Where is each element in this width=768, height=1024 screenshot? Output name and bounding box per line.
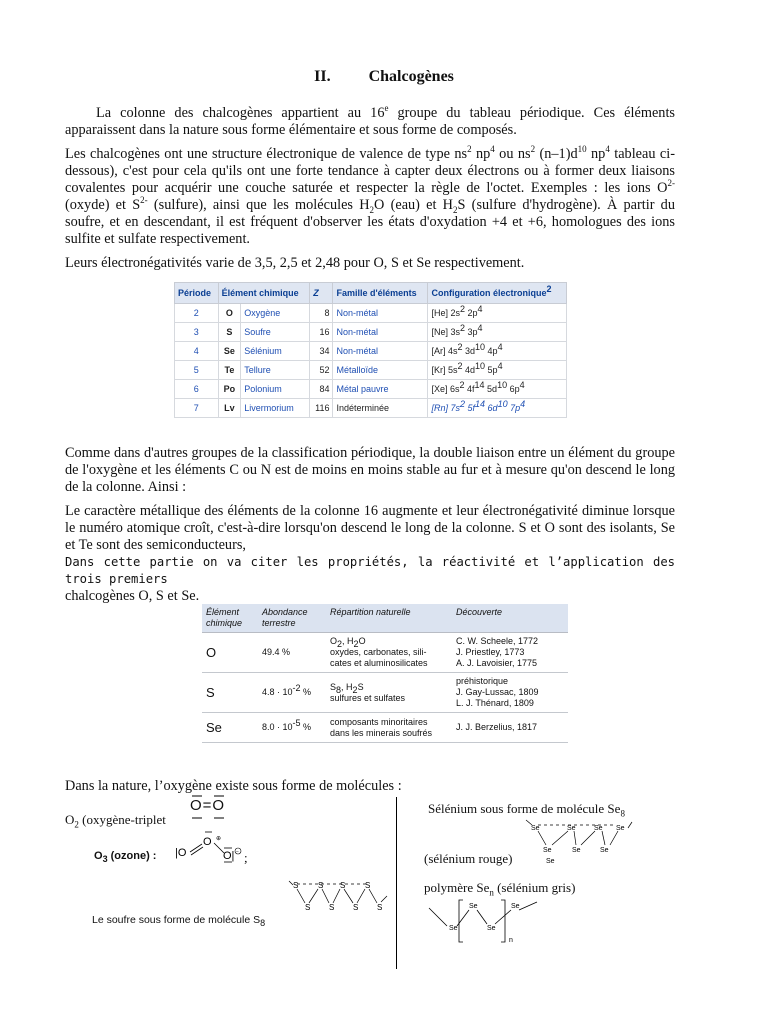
z-cell: 16 — [310, 323, 333, 342]
config-cell: [Ar] $4s^2$ $3d^{10}$ $4p^4$ — [428, 342, 567, 361]
s-atom: S — [293, 881, 299, 890]
periode-cell[interactable]: 5 — [175, 361, 219, 380]
famille-link[interactable]: Non-métal — [333, 342, 428, 361]
config-cell: [Rn] $7s^2$ $5f^{14}$ $6d^{10}$ $7p^4$ — [428, 399, 567, 418]
scope-line: Dans cette partie on va citer les propriétés, la réactivité et l’application des trois premiers — [65, 555, 675, 586]
se-atom: Se — [449, 925, 458, 932]
o2-formula: O=O — [190, 797, 226, 814]
famille-link[interactable]: Non-métal — [333, 304, 428, 323]
famille-link[interactable]: Métalloïde — [333, 361, 428, 380]
z-cell: 52 — [310, 361, 333, 380]
config-cell: [Ne] $3s^2$ $3p^4$ — [428, 323, 567, 342]
col-famille: Famille d'éléments — [333, 283, 428, 304]
col-element: Élément chimique — [218, 283, 310, 304]
col-configuration: Configuration électronique$^2$ — [428, 283, 567, 304]
table-row — [175, 323, 567, 342]
periodic-group-table — [174, 282, 567, 418]
s-atom: S — [353, 903, 359, 912]
o3-semicolon: ; — [244, 850, 248, 865]
symbol-cell: Te — [218, 361, 241, 380]
element-link[interactable]: Livermorium — [241, 399, 310, 418]
table-row — [175, 342, 567, 361]
s8-label: Le soufre sous forme de molécule $S_8$ — [92, 914, 266, 929]
symbol-cell: Po — [218, 380, 241, 399]
symbol-cell: Lv — [218, 399, 241, 418]
s8-structure — [285, 876, 395, 926]
periode-cell[interactable]: 6 — [175, 380, 219, 399]
repartition-cell: composants minoritaires dans les minerais soufrés — [326, 713, 452, 743]
se-polymer-structure — [425, 898, 545, 948]
se-atom: Se — [567, 825, 576, 832]
table-row — [175, 304, 567, 323]
s-atom: S — [340, 881, 346, 890]
element-cell: Se — [202, 713, 258, 743]
element-link[interactable]: Sélénium — [241, 342, 310, 361]
se-atom: Se — [616, 825, 625, 832]
paragraph-valence: Les chalcogènes ont une structure électronique de valence de type $ns^2$ $np^4$ ou $ns^2$ $(n-1)d^{10}$ $np^4$ tableau ci-dessous), c'est pour cela qu'ils ont une forte tendance à capter deux électrons ou à former deux liaisons covalentes pour acquérir une couche saturée et respecter la règle de l'octet. Exemples : les ions $O^{2-}$ (oxyde) et $S^{2-}$ (sulfure), ainsi que les molécules $H_2O$ (eau) et $H_2S$ (sulfure d'hydrogène). À partir du soufre, et en descendant, il est fréquent d'observer les états d'oxydation +4 et +6, homologues des ions sulfite et sulfate respectivement. — [65, 144, 675, 247]
table-row — [202, 633, 568, 673]
se-atom: Se — [594, 825, 603, 832]
svg-text:⊕: ⊕ — [216, 836, 222, 842]
repartition-cell: $O_2$, $H_2O$ oxydes, carbonates, sili- cates et aluminosilicates — [326, 633, 452, 673]
col-z: Z — [310, 283, 333, 304]
s-atom: S — [365, 881, 371, 890]
se-atom: Se — [531, 825, 540, 832]
periode-cell[interactable]: 7 — [175, 399, 219, 418]
paragraph-double-bond: Comme dans d'autres groupes de la classification périodique, la double liaison entre un élément du groupe de l'oxygène et les éléments C ou N est de moins en moins stable au fur et à mesure qu'on descend le long de la colonne. Ainsi : — [65, 445, 675, 495]
paragraph-scope — [65, 554, 675, 605]
section-title — [0, 68, 768, 86]
element-link[interactable]: Tellure — [241, 361, 310, 380]
o3-label: $O_3$ (ozone) : — [94, 850, 157, 865]
element-link[interactable]: Soufre — [241, 323, 310, 342]
ozone-atom-3: O| — [223, 850, 235, 862]
paragraph-electronegativity: Leurs électronégativités varie de 3,5, 2,5 et 2,48 pour O, S et Se respectivement. — [65, 255, 525, 271]
symbol-cell: S — [218, 323, 241, 342]
column-divider — [396, 797, 397, 969]
z-cell: 34 — [310, 342, 333, 361]
table-header-row — [175, 283, 567, 304]
decouverte-cell: J. J. Berzelius, 1817 — [452, 713, 568, 743]
famille-link[interactable]: Métal pauvre — [333, 380, 428, 399]
col-abondance: Abondance terrestre — [258, 604, 326, 633]
se-atom: Se — [487, 925, 496, 932]
table-row — [202, 673, 568, 713]
scope-line-2: chalcogènes O, S et Se. — [65, 588, 200, 604]
paragraph-intro: La colonne des chalcogènes appartient au 16e groupe du tableau périodique. Ces éléments apparaissent dans la nature sous forme élémentaire et sous forme de composés. — [65, 103, 675, 138]
symbol-cell: Se — [218, 342, 241, 361]
paragraph-nature: Dans la nature, l’oxygène existe sous forme de molécules : — [65, 778, 402, 794]
section-title-text: Chalcogènes — [368, 68, 454, 85]
decouverte-cell: C. W. Scheele, 1772 J. Priestley, 1773 A. J. Lavoisier, 1775 — [452, 633, 568, 673]
se-red-label: (sélénium rouge) — [424, 851, 513, 866]
svg-text:−: − — [236, 849, 239, 855]
symbol-cell: O — [218, 304, 241, 323]
se8-structure — [518, 816, 638, 868]
col-decouverte: Découverte — [452, 604, 568, 633]
section-number: II. — [314, 68, 331, 85]
z-cell: 116 — [310, 399, 333, 418]
se-atom: Se — [543, 847, 552, 854]
col-element: Élément chimique — [202, 604, 258, 633]
config-cell: [Xe] $6s^2$ $4f^{14}$ $5d^{10}$ $6p^4$ — [428, 380, 567, 399]
se-atom: Se — [600, 847, 609, 854]
s-atom: S — [305, 903, 311, 912]
table-row — [175, 380, 567, 399]
repartition-cell: $S_8$, $H_2S$ sulfures et sulfates — [326, 673, 452, 713]
z-cell: 8 — [310, 304, 333, 323]
ozone-atom-2: O — [203, 836, 212, 848]
z-cell: 84 — [310, 380, 333, 399]
col-repartition: Répartition naturelle — [326, 604, 452, 633]
periode-cell[interactable]: 4 — [175, 342, 219, 361]
config-cell: [Kr] $5s^2$ $4d^{10}$ $5p^4$ — [428, 361, 567, 380]
element-link[interactable]: Oxygène — [241, 304, 310, 323]
paragraph-metallic: Le caractère métallique des éléments de la colonne 16 augmente et leur électronégativité diminue lorsque le numéro atomique croît, c'est-à-dire lorsqu'on descend le long de la colonne. S et O sont des isolants, Se et Te sont des semiconducteurs, — [65, 503, 675, 553]
abondance-cell: $4.8 \cdot 10^{-2}$ % — [258, 673, 326, 713]
se-atom: Se — [572, 847, 581, 854]
s-atom: S — [318, 881, 324, 890]
decouverte-cell: préhistorique J. Gay-Lussac, 1809 L. J. Thénard, 1809 — [452, 673, 568, 713]
n-subscript: n — [509, 937, 513, 944]
table-row — [175, 399, 567, 418]
s-atom: S — [377, 903, 383, 912]
table-header-row — [202, 604, 568, 633]
table-row — [175, 361, 567, 380]
element-link[interactable]: Polonium — [241, 380, 310, 399]
se-atom: Se — [511, 903, 520, 910]
abondance-cell: 49.4 % — [258, 633, 326, 673]
col-periode: Période — [175, 283, 219, 304]
o2-label: $O_2$ (oxygène-triplet — [65, 812, 166, 830]
ozone-atom-1: |O — [175, 847, 187, 859]
element-cell: O — [202, 633, 258, 673]
se-atom: Se — [469, 903, 478, 910]
o2-lone-pairs — [188, 793, 238, 823]
se-poly-label: polymère $Se_n$ (sélénium gris) — [424, 880, 576, 898]
periode-cell[interactable]: 2 — [175, 304, 219, 323]
se-atom: Se — [546, 858, 555, 865]
abondance-cell: $8.0 \cdot 10^{-5}$ % — [258, 713, 326, 743]
config-cell: [He] $2s^2$ $2p^4$ — [428, 304, 567, 323]
se8-label: Sélénium sous forme de molécule $Se_8$ — [428, 801, 625, 819]
s-atom: S — [329, 903, 335, 912]
properties-table — [202, 604, 568, 743]
element-cell: S — [202, 673, 258, 713]
famille-cell: Indéterminée — [333, 399, 428, 418]
table-row — [202, 713, 568, 743]
famille-link[interactable]: Non-métal — [333, 323, 428, 342]
periode-cell[interactable]: 3 — [175, 323, 219, 342]
